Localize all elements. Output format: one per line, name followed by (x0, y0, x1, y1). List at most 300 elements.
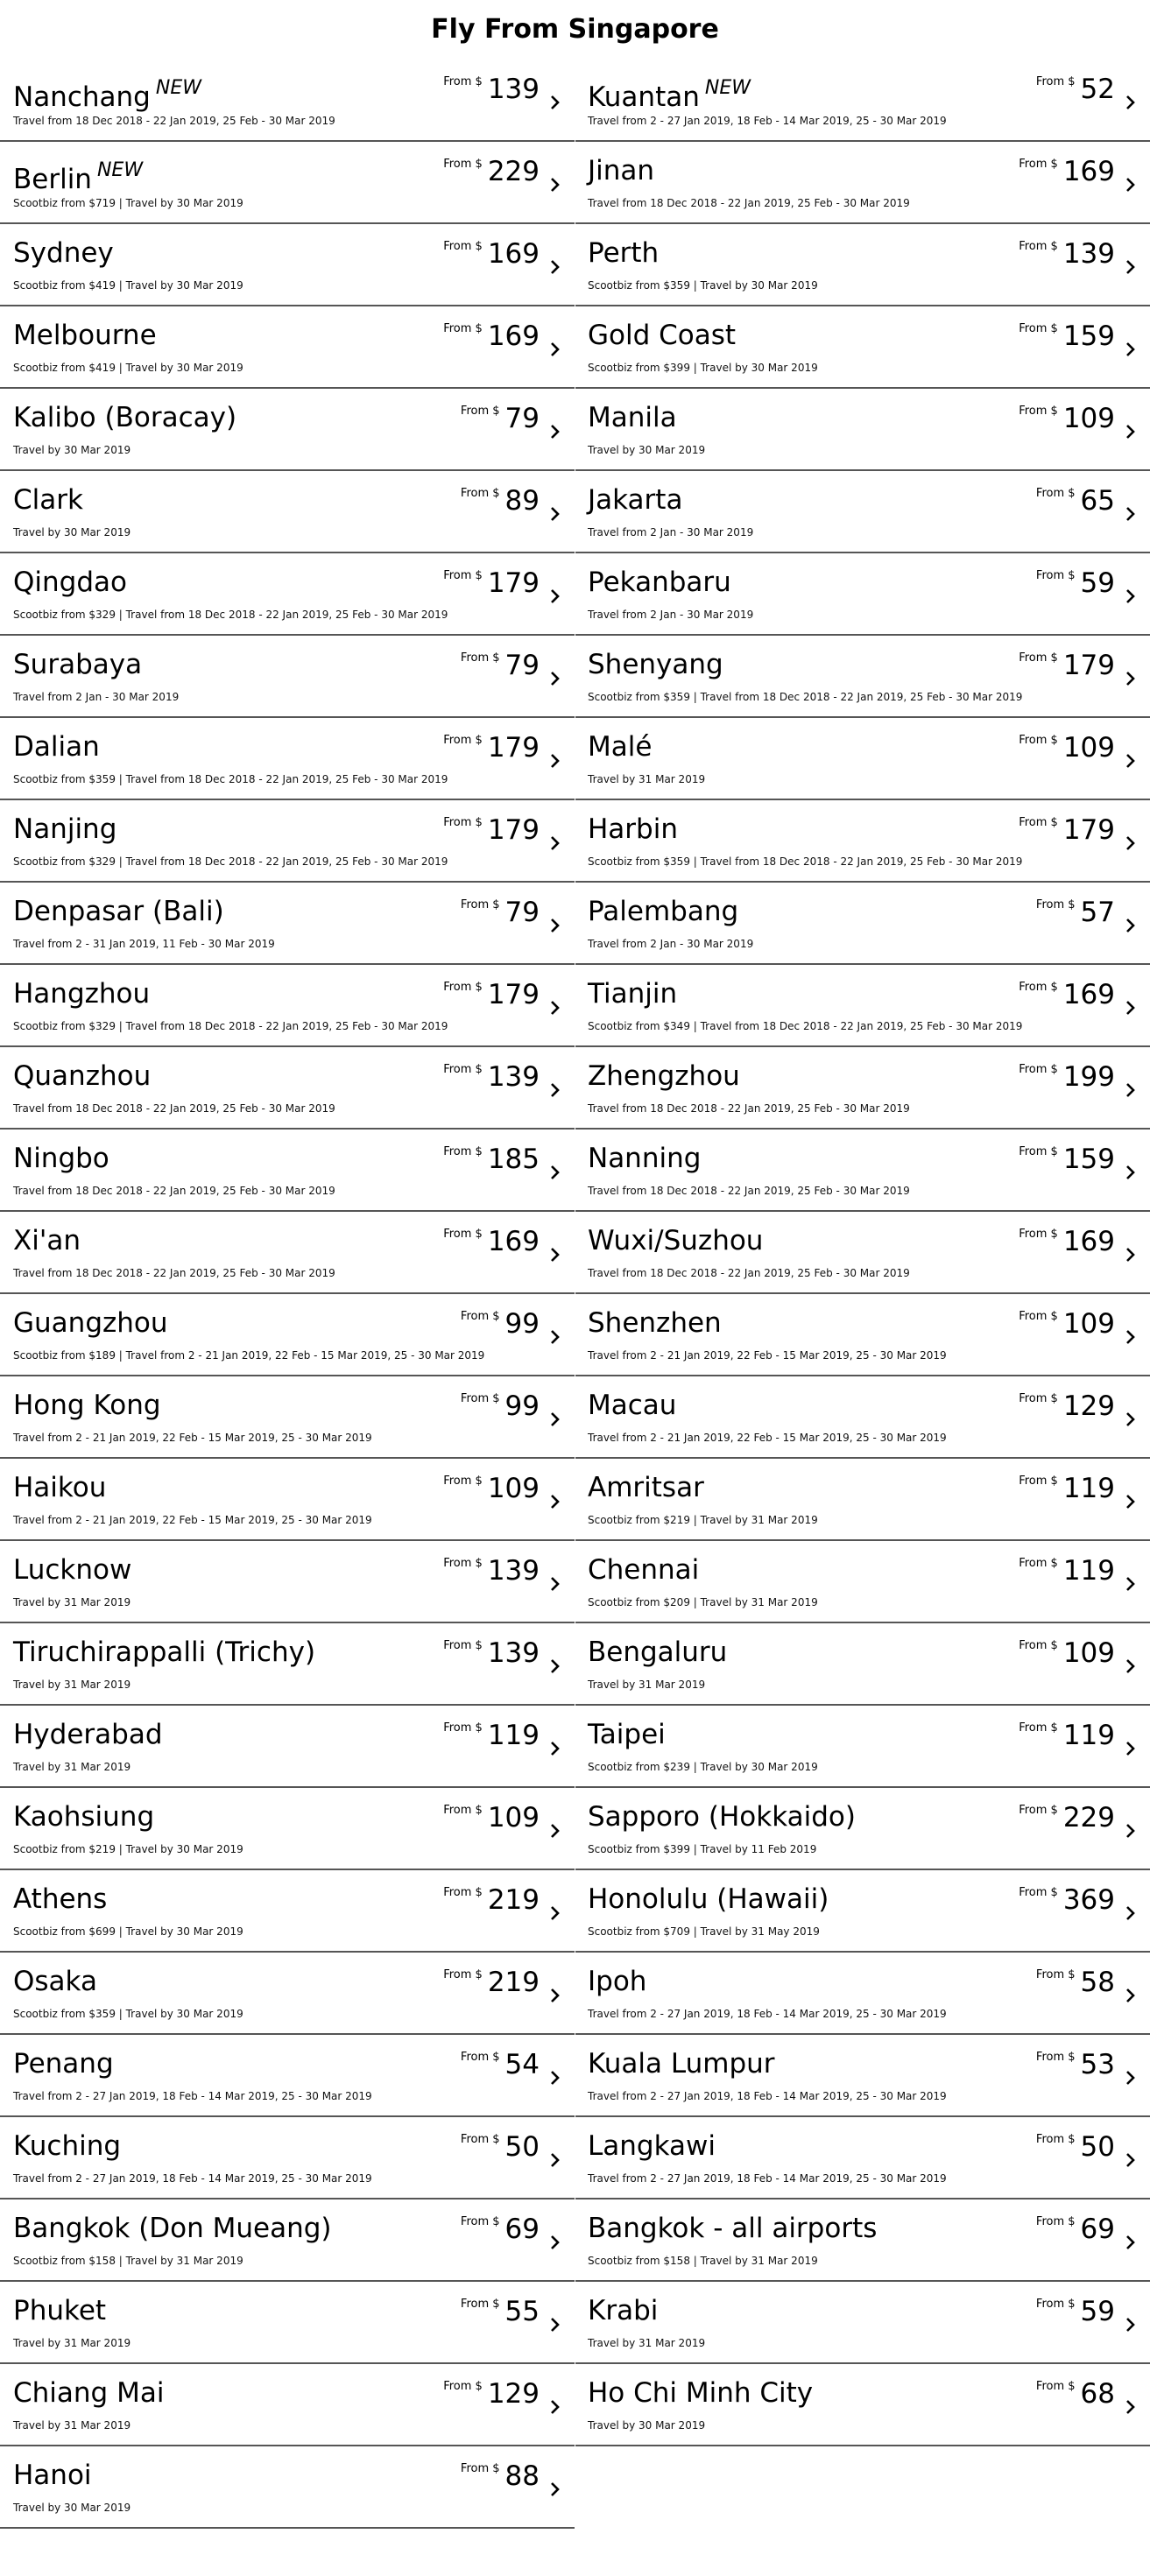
destination-card[interactable] (575, 800, 1150, 883)
destination-card[interactable] (0, 471, 575, 553)
destination-details: Scootbiz from $329 | Travel from 18 Dec 2018 - 22 Jan 2019, 25 Feb - 30 Mar 2019 (13, 855, 448, 868)
destination-city: Tianjin (588, 978, 678, 1010)
chevron-right-icon[interactable] (1120, 1986, 1139, 2005)
price-amount: 129 (487, 2378, 540, 2410)
destination-card[interactable] (0, 1870, 575, 1953)
destination-details: Scootbiz from $329 | Travel from 18 Dec 2018 - 22 Jan 2019, 25 Feb - 30 Mar 2019 (13, 1020, 448, 1032)
destination-details: Travel by 31 Mar 2019 (588, 773, 706, 785)
destination-city: Amritsar (588, 1472, 704, 1503)
price-block (461, 2460, 540, 2492)
destination-name (13, 1389, 161, 1422)
price-block (443, 1884, 540, 1916)
destination-card[interactable] (575, 2199, 1150, 2282)
chevron-right-icon[interactable] (545, 587, 564, 606)
price-block (461, 2049, 540, 2080)
chevron-right-icon[interactable] (545, 2397, 564, 2417)
price-from-label: From $ (460, 2051, 500, 2064)
price-amount: 169 (1062, 1226, 1115, 1257)
price-amount: 219 (487, 1884, 540, 1916)
price-block (443, 1967, 540, 1998)
destination-details: Travel by 31 Mar 2019 (13, 1679, 131, 1691)
destination-card[interactable] (0, 553, 575, 636)
destination-name (13, 319, 157, 352)
chevron-right-icon[interactable] (545, 175, 564, 194)
destination-card[interactable] (575, 1376, 1150, 1459)
destination-city: Tiruchirappalli (Trichy) (13, 1636, 316, 1668)
destination-name (588, 566, 731, 599)
chevron-right-icon[interactable] (1120, 2315, 1139, 2334)
destination-city: Penang (13, 2048, 114, 2080)
chevron-right-icon[interactable] (545, 1245, 564, 1264)
chevron-right-icon[interactable] (1120, 834, 1139, 853)
price-amount: 139 (1062, 238, 1115, 270)
destination-details: Travel from 2 Jan - 30 Mar 2019 (13, 691, 180, 703)
chevron-right-icon[interactable] (545, 1492, 564, 1511)
chevron-right-icon[interactable] (1120, 1080, 1139, 1100)
price-amount: 99 (504, 1390, 540, 1422)
destination-card[interactable] (0, 1953, 575, 2035)
destination-city: Guangzhou (13, 1307, 168, 1339)
destination-card[interactable] (575, 718, 1150, 800)
price-block (461, 2214, 540, 2245)
price-from-label: From $ (1019, 734, 1058, 747)
price-from-label: From $ (443, 1639, 483, 1652)
price-from-label: From $ (443, 75, 483, 88)
destination-city: Shenzhen (588, 1307, 722, 1339)
price-block (1019, 979, 1115, 1010)
price-block (1019, 1720, 1115, 1751)
chevron-right-icon[interactable] (545, 1986, 564, 2005)
chevron-right-icon[interactable] (1120, 2150, 1139, 2170)
destination-city: Kuching (13, 2130, 122, 2162)
destination-card[interactable] (575, 1541, 1150, 1623)
destination-card[interactable] (575, 1870, 1150, 1953)
price-block (1036, 2378, 1115, 2410)
chevron-right-icon[interactable] (545, 340, 564, 359)
price-amount: 55 (504, 2296, 540, 2327)
price-amount: 109 (1062, 403, 1115, 434)
destination-name (13, 1224, 81, 1257)
price-block (443, 1637, 540, 1669)
price-amount: 169 (487, 1226, 540, 1257)
price-block (443, 1802, 540, 1833)
destination-card[interactable] (0, 718, 575, 800)
chevron-right-icon[interactable] (1120, 1574, 1139, 1594)
destination-details: Travel from 2 - 27 Jan 2019, 18 Feb - 14 Mar 2019, 25 - 30 Mar 2019 (588, 2172, 947, 2185)
price-block (1036, 1967, 1115, 1998)
price-amount: 52 (1080, 74, 1115, 105)
price-block (1019, 1473, 1115, 1504)
destination-details: Travel from 18 Dec 2018 - 22 Jan 2019, 25 Feb - 30 Mar 2019 (13, 1102, 335, 1115)
price-from-label: From $ (1019, 1557, 1058, 1570)
new-badge: NEW (155, 77, 201, 99)
destination-city: Clark (13, 484, 83, 516)
chevron-right-icon[interactable] (1120, 669, 1139, 688)
price-block (1019, 1061, 1115, 1093)
chevron-right-icon[interactable] (1120, 1739, 1139, 1758)
destination-details: Travel from 18 Dec 2018 - 22 Jan 2019, 25 Feb - 30 Mar 2019 (13, 1185, 335, 1197)
destination-city: Lucknow (13, 1554, 132, 1586)
destination-details: Travel from 2 Jan - 30 Mar 2019 (588, 609, 754, 621)
destination-card[interactable] (575, 636, 1150, 718)
destination-card[interactable] (575, 1130, 1150, 1212)
destination-details: Travel from 2 Jan - 30 Mar 2019 (588, 526, 754, 538)
chevron-right-icon[interactable] (1120, 2397, 1139, 2417)
destination-name (13, 1800, 154, 1833)
destination-details: Travel from 2 - 27 Jan 2019, 18 Feb - 14 Mar 2019, 25 - 30 Mar 2019 (588, 2008, 947, 2020)
chevron-right-icon[interactable] (545, 2315, 564, 2334)
destination-details: Travel from 2 - 21 Jan 2019, 22 Feb - 15 Mar 2019, 25 - 30 Mar 2019 (588, 1349, 947, 1362)
destination-city: Haikou (13, 1472, 107, 1503)
price-amount: 179 (487, 567, 540, 599)
price-from-label: From $ (443, 1557, 483, 1570)
chevron-right-icon[interactable] (1120, 916, 1139, 935)
destination-city: Osaka (13, 1966, 97, 1997)
destination-details: Scootbiz from $189 | Travel from 2 - 21 Jan 2019, 22 Feb - 15 Mar 2019, 25 - 30 Mar 2019 (13, 1349, 485, 1362)
destination-card[interactable] (0, 800, 575, 883)
destination-card[interactable] (575, 2282, 1150, 2364)
destination-card[interactable] (0, 224, 575, 306)
price-amount: 88 (504, 2460, 540, 2492)
destination-card[interactable] (0, 2282, 575, 2364)
destination-details: Scootbiz from $349 | Travel from 18 Dec 2018 - 22 Jan 2019, 25 Feb - 30 Mar 2019 (588, 1020, 1023, 1032)
price-from-label: From $ (443, 2380, 483, 2393)
destination-card[interactable] (0, 1047, 575, 1130)
chevron-right-icon[interactable] (545, 669, 564, 688)
destination-name (13, 1142, 109, 1175)
destination-card[interactable] (575, 883, 1150, 965)
price-from-label: From $ (1019, 240, 1058, 253)
destination-city: Nanjing (13, 813, 117, 845)
destination-card[interactable] (575, 553, 1150, 636)
price-block (461, 2296, 540, 2327)
destination-details: Travel by 30 Mar 2019 (13, 444, 131, 456)
destination-card[interactable] (0, 2364, 575, 2446)
destination-name (13, 2294, 106, 2327)
destination-name (13, 2459, 92, 2492)
destination-name (13, 730, 100, 764)
price-from-label: From $ (1019, 1392, 1058, 1405)
price-from-label: From $ (1035, 75, 1076, 88)
destination-details: Travel from 18 Dec 2018 - 22 Jan 2019, 25 Feb - 30 Mar 2019 (13, 1267, 335, 1279)
destination-details: Scootbiz from $239 | Travel by 30 Mar 2019 (588, 1761, 818, 1773)
destination-city: Taipei (588, 1719, 666, 1750)
destination-card[interactable] (575, 2364, 1150, 2446)
chevron-right-icon[interactable] (545, 1904, 564, 1923)
price-amount: 169 (487, 320, 540, 352)
destination-name (588, 1553, 699, 1587)
destination-name (588, 154, 654, 187)
price-amount: 139 (487, 1555, 540, 1587)
destination-name (13, 401, 236, 434)
destination-city: Hyderabad (13, 1719, 163, 1750)
chevron-right-icon[interactable] (545, 1657, 564, 1676)
chevron-right-icon[interactable] (545, 1080, 564, 1100)
price-amount: 139 (487, 1061, 540, 1093)
destination-card[interactable] (575, 1459, 1150, 1541)
destination-name (588, 72, 751, 114)
destination-name (588, 2376, 813, 2410)
price-amount: 59 (1080, 567, 1115, 599)
chevron-right-icon[interactable] (545, 1821, 564, 1841)
price-block (1036, 897, 1115, 928)
destination-details: Travel by 31 Mar 2019 (13, 1596, 131, 1608)
price-amount: 169 (487, 238, 540, 270)
destination-card[interactable] (575, 965, 1150, 1047)
destination-name (588, 977, 677, 1010)
chevron-right-icon[interactable] (545, 1574, 564, 1594)
destination-card[interactable] (0, 2117, 575, 2199)
chevron-right-icon[interactable] (545, 257, 564, 277)
destination-city: Bangkok (Don Mueang) (13, 2213, 332, 2244)
price-from-label: From $ (443, 1063, 483, 1076)
destination-card[interactable] (0, 60, 575, 142)
price-block (443, 238, 540, 270)
destination-card[interactable] (0, 1294, 575, 1376)
destination-card[interactable] (0, 883, 575, 965)
chevron-right-icon[interactable] (1120, 1821, 1139, 1841)
price-block (443, 1555, 540, 1587)
price-amount: 79 (504, 897, 540, 928)
chevron-right-icon[interactable] (1120, 2068, 1139, 2087)
chevron-right-icon[interactable] (1120, 257, 1139, 277)
price-amount: 109 (487, 1473, 540, 1504)
destination-card[interactable] (575, 1212, 1150, 1294)
price-from-label: From $ (460, 898, 500, 911)
price-from-label: From $ (460, 487, 500, 500)
destination-card[interactable] (575, 471, 1150, 553)
price-from-label: From $ (1019, 816, 1058, 829)
destination-details: Scootbiz from $399 | Travel by 30 Mar 2019 (588, 362, 818, 374)
destination-city: Chiang Mai (13, 2377, 165, 2409)
destination-card[interactable] (575, 1623, 1150, 1706)
destination-card[interactable] (0, 389, 575, 471)
price-amount: 179 (1062, 650, 1115, 681)
price-from-label: From $ (1019, 1639, 1058, 1652)
destination-city: Honolulu (Hawaii) (588, 1883, 829, 1915)
price-amount: 179 (487, 732, 540, 764)
chevron-right-icon[interactable] (545, 916, 564, 935)
new-badge: NEW (704, 77, 751, 99)
chevron-right-icon[interactable] (545, 422, 564, 441)
destination-name (588, 1142, 701, 1175)
chevron-right-icon[interactable] (1120, 587, 1139, 606)
chevron-right-icon[interactable] (545, 2233, 564, 2252)
destination-card[interactable] (575, 1953, 1150, 2035)
destination-card[interactable] (0, 636, 575, 718)
destination-city: Gold Coast (588, 320, 737, 351)
chevron-right-icon[interactable] (545, 93, 564, 112)
chevron-right-icon[interactable] (1120, 1657, 1139, 1676)
price-amount: 65 (1080, 485, 1115, 517)
destination-card[interactable] (0, 2199, 575, 2282)
destination-card[interactable] (575, 389, 1150, 471)
destination-name (588, 1883, 829, 1916)
price-amount: 369 (1062, 1884, 1115, 1916)
destination-city: Perth (588, 237, 660, 269)
chevron-right-icon[interactable] (1120, 1163, 1139, 1182)
destination-name (588, 895, 738, 928)
chevron-right-icon[interactable] (545, 1327, 564, 1347)
destination-city: Nanchang (13, 81, 151, 113)
chevron-right-icon[interactable] (1120, 340, 1139, 359)
price-from-label: From $ (460, 1392, 500, 1405)
destination-card[interactable] (0, 2446, 575, 2529)
destination-city: Macau (588, 1390, 677, 1421)
destination-city: Berlin (13, 164, 92, 195)
chevron-right-icon[interactable] (545, 834, 564, 853)
price-amount: 89 (504, 485, 540, 517)
destination-details: Travel by 30 Mar 2019 (13, 2502, 131, 2514)
price-from-label: From $ (1019, 1721, 1058, 1735)
destination-city: Hangzhou (13, 978, 151, 1010)
destination-card[interactable] (0, 1130, 575, 1212)
destination-details: Travel by 31 Mar 2019 (588, 1679, 706, 1691)
price-from-label: From $ (1035, 487, 1076, 500)
destination-card[interactable] (575, 1706, 1150, 1788)
price-from-label: From $ (1035, 898, 1076, 911)
destination-card[interactable] (0, 1623, 575, 1706)
price-amount: 129 (1062, 1390, 1115, 1422)
price-block (1036, 74, 1115, 105)
destination-card[interactable] (0, 1706, 575, 1788)
destination-details: Travel by 30 Mar 2019 (13, 526, 131, 538)
chevron-right-icon[interactable] (545, 1410, 564, 1429)
chevron-right-icon[interactable] (1120, 1327, 1139, 1347)
destination-card[interactable] (0, 1788, 575, 1870)
price-amount: 99 (504, 1308, 540, 1340)
destination-city: Langkawi (588, 2130, 716, 2162)
price-block (443, 74, 540, 105)
destination-details: Scootbiz from $359 | Travel from 18 Dec 2018 - 22 Jan 2019, 25 Feb - 30 Mar 2019 (588, 691, 1023, 703)
destination-name (588, 483, 682, 517)
destination-city: Malé (588, 731, 653, 763)
destination-city: Jakarta (588, 484, 683, 516)
price-amount: 109 (1062, 1637, 1115, 1669)
destination-card[interactable] (575, 1294, 1150, 1376)
destination-city: Quanzhou (13, 1060, 152, 1092)
destination-name (588, 236, 659, 270)
chevron-right-icon[interactable] (545, 998, 564, 1017)
destination-name (588, 2129, 716, 2163)
chevron-right-icon[interactable] (1120, 998, 1139, 1017)
destination-name (588, 2294, 658, 2327)
chevron-right-icon[interactable] (545, 1739, 564, 1758)
price-amount: 159 (1062, 1144, 1115, 1175)
destination-city: Kuantan (588, 81, 700, 113)
destination-details: Scootbiz from $219 | Travel by 30 Mar 2019 (13, 1843, 243, 1855)
destination-details: Scootbiz from $699 | Travel by 30 Mar 2019 (13, 1925, 243, 1938)
price-from-label: From $ (443, 1145, 483, 1158)
price-from-label: From $ (1035, 2215, 1076, 2228)
price-from-label: From $ (443, 981, 483, 994)
price-block (443, 320, 540, 352)
price-block (443, 1144, 540, 1175)
destination-card[interactable] (0, 1376, 575, 1459)
destination-details: Scootbiz from $329 | Travel from 18 Dec 2018 - 22 Jan 2019, 25 Feb - 30 Mar 2019 (13, 609, 448, 621)
destination-details: Travel by 31 Mar 2019 (13, 2337, 131, 2349)
destination-card[interactable] (575, 306, 1150, 389)
price-block (1019, 1308, 1115, 1340)
price-block (443, 1226, 540, 1257)
destination-card[interactable] (575, 2117, 1150, 2199)
destination-card[interactable] (575, 2035, 1150, 2117)
price-amount: 57 (1080, 897, 1115, 928)
chevron-right-icon[interactable] (1120, 93, 1139, 112)
destination-details: Travel by 30 Mar 2019 (588, 444, 706, 456)
price-amount: 50 (1080, 2131, 1115, 2163)
chevron-right-icon[interactable] (1120, 1492, 1139, 1511)
chevron-right-icon[interactable] (1120, 751, 1139, 771)
chevron-right-icon[interactable] (545, 504, 564, 524)
destination-details: Travel by 30 Mar 2019 (588, 2419, 706, 2432)
destination-details: Travel from 2 - 21 Jan 2019, 22 Feb - 15 Mar 2019, 25 - 30 Mar 2019 (588, 1432, 947, 1444)
destination-card[interactable] (575, 60, 1150, 142)
destination-city: Kalibo (Boracay) (13, 402, 237, 433)
price-from-label: From $ (460, 2215, 500, 2228)
price-block (461, 897, 540, 928)
destination-card[interactable] (0, 306, 575, 389)
chevron-right-icon[interactable] (545, 2068, 564, 2087)
destination-details: Travel from 18 Dec 2018 - 22 Jan 2019, 25 Feb - 30 Mar 2019 (588, 197, 910, 209)
chevron-right-icon[interactable] (1120, 504, 1139, 524)
destination-card[interactable] (575, 1047, 1150, 1130)
destination-details: Scootbiz from $359 | Travel from 18 Dec 2018 - 22 Jan 2019, 25 Feb - 30 Mar 2019 (13, 773, 448, 785)
destination-card[interactable] (0, 1459, 575, 1541)
destination-card[interactable] (575, 142, 1150, 224)
price-amount: 69 (504, 2214, 540, 2245)
chevron-right-icon[interactable] (1120, 2233, 1139, 2252)
destination-details: Travel from 2 - 31 Jan 2019, 11 Feb - 30 Mar 2019 (13, 938, 275, 950)
chevron-right-icon[interactable] (1120, 1245, 1139, 1264)
chevron-right-icon[interactable] (545, 2150, 564, 2170)
destination-details: Scootbiz from $359 | Travel by 30 Mar 2019 (13, 2008, 243, 2020)
destination-card[interactable] (0, 142, 575, 224)
destination-card[interactable] (575, 1788, 1150, 1870)
price-block (1036, 485, 1115, 517)
chevron-right-icon[interactable] (1120, 1904, 1139, 1923)
destination-card[interactable] (0, 1541, 575, 1623)
destination-city: Manila (588, 402, 677, 433)
chevron-right-icon[interactable] (1120, 1410, 1139, 1429)
destination-card[interactable] (575, 224, 1150, 306)
destination-card[interactable] (0, 1212, 575, 1294)
chevron-right-icon[interactable] (545, 1163, 564, 1182)
chevron-right-icon[interactable] (545, 751, 564, 771)
price-amount: 119 (1062, 1473, 1115, 1504)
destination-card[interactable] (0, 965, 575, 1047)
destination-card[interactable] (0, 2035, 575, 2117)
price-block (443, 979, 540, 1010)
price-block (1036, 2049, 1115, 2080)
chevron-right-icon[interactable] (1120, 175, 1139, 194)
destination-details: Travel from 2 - 27 Jan 2019, 18 Feb - 14 Mar 2019, 25 - 30 Mar 2019 (588, 115, 947, 127)
destination-name (588, 1800, 856, 1833)
price-from-label: From $ (460, 651, 500, 665)
destination-city: Hong Kong (13, 1390, 161, 1421)
price-amount: 79 (504, 650, 540, 681)
destination-details: Travel from 18 Dec 2018 - 22 Jan 2019, 25 Feb - 30 Mar 2019 (13, 115, 335, 127)
price-from-label: From $ (1019, 1228, 1058, 1241)
chevron-right-icon[interactable] (1120, 422, 1139, 441)
destination-name (13, 2212, 332, 2245)
chevron-right-icon[interactable] (545, 2480, 564, 2499)
destination-details: Scootbiz from $419 | Travel by 30 Mar 2019 (13, 362, 243, 374)
price-from-label: From $ (460, 1310, 500, 1323)
destination-details: Travel from 2 Jan - 30 Mar 2019 (588, 938, 754, 950)
destination-city: Bangkok - all airports (588, 2213, 878, 2244)
price-amount: 139 (487, 1637, 540, 1669)
